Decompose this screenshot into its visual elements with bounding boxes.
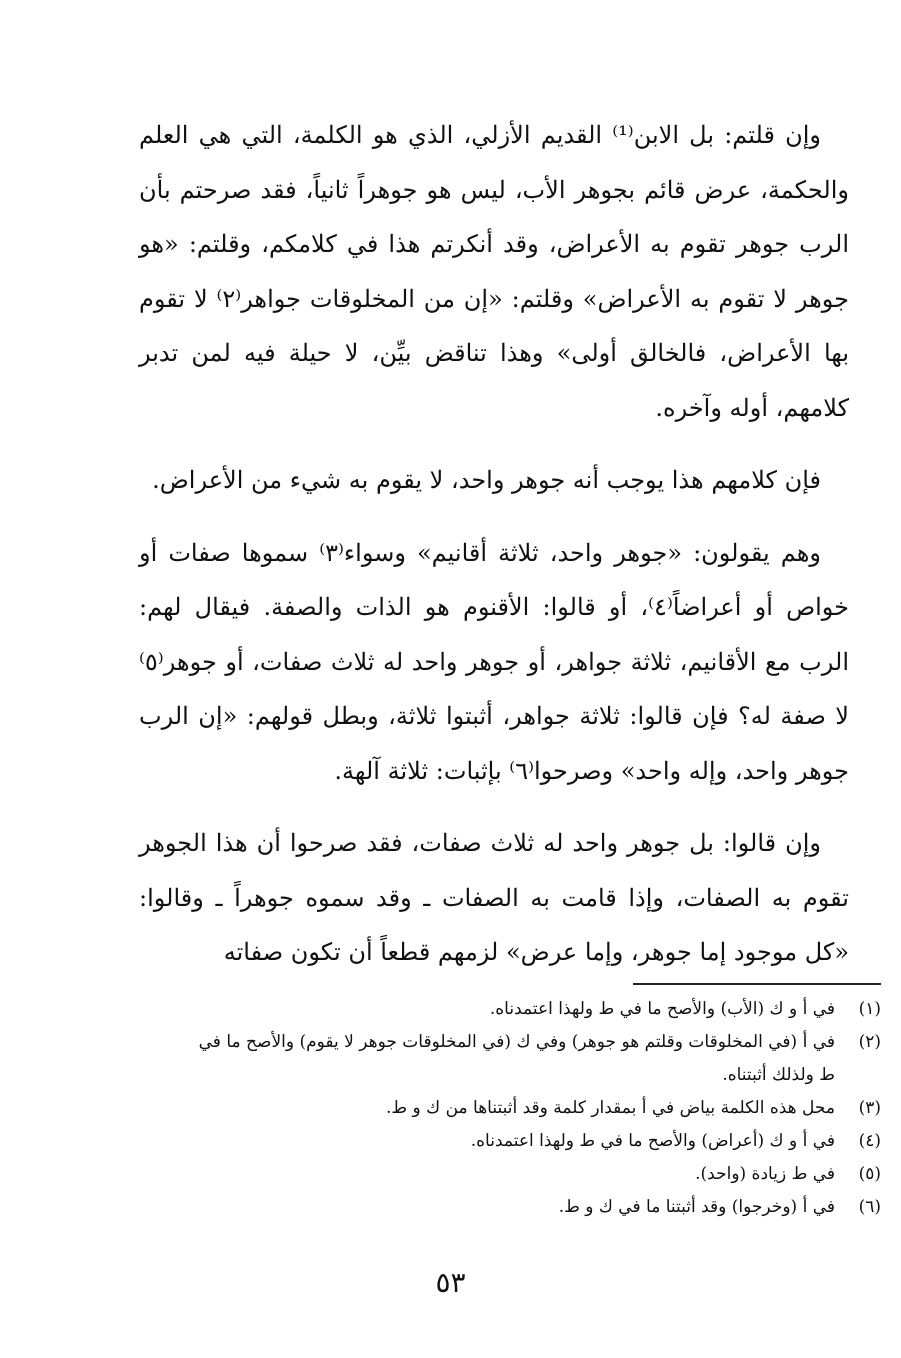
paragraph-3: وهم يقولون: «جوهر واحد، ثلاثة أقانيم» وسواء⁽٣⁾ سموها صفات أو خواص أو أعراضاً⁽٤⁾، أو قالوا: الأقنوم هو الذات والصفة. فيقال لهم: الرب مع الأقانيم، ثلاثة جواهر، أو جوهر واحد له ثلاث صفات، أو جوهر⁽٥⁾ لا صفة له؟ فإن قالوا: ثلاثة جواهر، أثبتوا ثلاثة، وبطل قولهم: «إن الرب جوهر واحد، وإله واحد» وصرحوا⁽٦⁾ بإثبات: ثلاثة آلهة. (139, 538, 849, 785)
footnote-3 (191, 1092, 881, 1125)
footnote-6 (191, 1191, 881, 1224)
paragraph-2: فإن كلامهم هذا يوجب أنه جوهر واحد، لا يقوم به شيء من الأعراض. (152, 466, 821, 494)
footnote-text: في أ و ك (الأب) والأصح ما في ط ولهذا اعتمدناه. (489, 999, 835, 1019)
footnote-number: (١) (858, 999, 881, 1019)
footnote-number: (٦) (858, 1197, 881, 1217)
footnote-5 (191, 1158, 881, 1191)
footnote-text: في ط زيادة (واحد). (695, 1164, 835, 1184)
footnote-text: في أ (وخرجوا) وقد أثبتنا ما في ك و ط. (558, 1197, 835, 1217)
footnotes (191, 993, 881, 1224)
footnote-text: في أ (في المخلوقات وقلتم هو جوهر) وفي ك (في المخلوقات جوهر لا يقوم) والأصح ما في ط ولذلك أثبتناه. (198, 1032, 835, 1085)
footnote-4 (191, 1125, 881, 1158)
main-text (139, 108, 849, 998)
footnote-number: (٤) (858, 1131, 881, 1151)
footnote-number: (٢) (858, 1032, 881, 1052)
paragraph-1: وإن قلتم: بل الابن⁽¹⁾ القديم الأزلي، الذي هو الكلمة، التي هي العلم والحكمة، عرض قائم بجوهر الأب، ليس هو جوهراً ثانياً، فقد صرحتم بأن الرب جوهر تقوم به الأعراض، وقد أنكرتم هذا في كلامكم، وقلتم: «هو جوهر لا تقوم به الأعراض» وقلتم: «إن من المخلوقات جواهر⁽٢⁾ لا تقوم بها الأعراض، فالخالق أولى» وهذا تناقض بيِّن، لا حيلة فيه لمن تدبر كلامهم، أوله وآخره. (139, 121, 849, 422)
paragraph-4: وإن قالوا: بل جوهر واحد له ثلاث صفات، فقد صرحوا أن هذا الجوهر تقوم به الصفات، وإذا قامت به الصفات ـ وقد سموه جوهراً ـ وقالوا: «كل موجود إما جوهر، وإما عرض» لزمهم قطعاً أن تكون صفاته (139, 829, 849, 966)
footnote-number: (٥) (858, 1164, 881, 1184)
footnote-divider (633, 983, 881, 985)
footnote-number: (٣) (858, 1098, 881, 1118)
page-number: ٥٣ (435, 1266, 466, 1299)
footnote-1 (191, 993, 881, 1026)
footnote-text: محل هذه الكلمة بياض في أ بمقدار كلمة وقد أثبتناها من ك و ط. (386, 1098, 835, 1118)
footnote-text: في أ و ك (أعراض) والأصح ما في ط ولهذا اعتمدناه. (470, 1131, 835, 1151)
footnote-2 (191, 1026, 881, 1092)
